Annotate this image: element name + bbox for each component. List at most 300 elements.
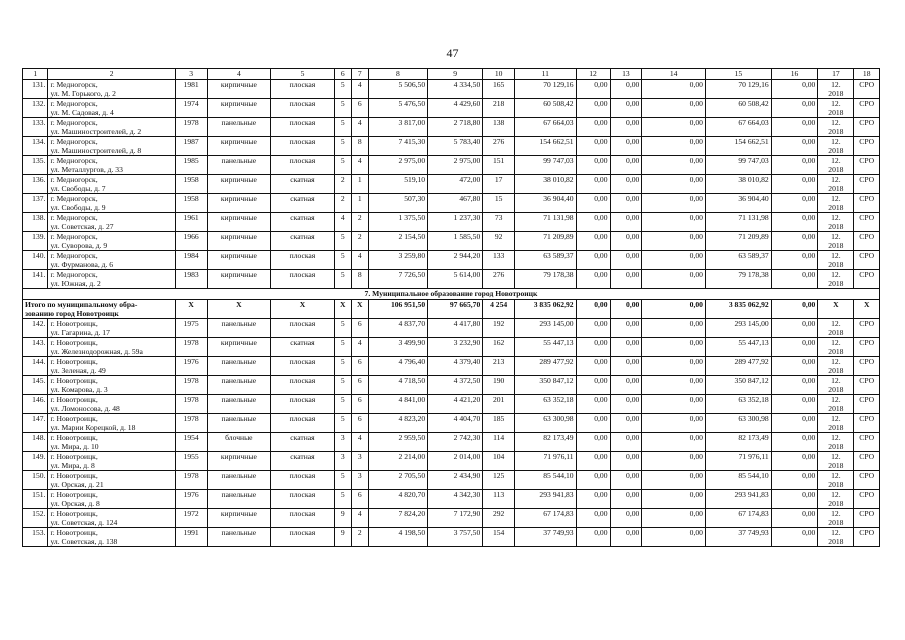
- total-cost: 67 174,83: [515, 509, 577, 528]
- wall-material: панельные: [207, 395, 271, 414]
- cost-col-13: 0,00: [610, 213, 642, 232]
- cost-col-16: 0,00: [771, 270, 818, 289]
- row-number: 141.: [23, 270, 48, 289]
- column-number: 13: [610, 69, 642, 80]
- year-built: 1978: [175, 118, 207, 137]
- cost-col-12: 0,00: [576, 338, 610, 357]
- floors: 5: [334, 395, 351, 414]
- table-row: [23, 213, 880, 232]
- column-number: 16: [771, 69, 818, 80]
- address-street: ул. М. Горького, д. 2: [50, 89, 116, 98]
- year-built: 1978: [175, 376, 207, 395]
- entrances: 4: [351, 433, 368, 452]
- completion-period: [818, 251, 854, 270]
- floors: 2: [334, 194, 351, 213]
- year-built: 1978: [175, 414, 207, 433]
- regional-fund-cost: 293 941,83: [705, 490, 771, 509]
- wall-material: панельные: [207, 118, 271, 137]
- residents: 133: [483, 251, 515, 270]
- roof-type: плоская: [271, 395, 335, 414]
- regional-fund-cost: 70 129,16: [705, 80, 771, 99]
- completion-year: 2018: [828, 146, 844, 155]
- address-street: ул. Суворова, д. 9: [50, 241, 108, 250]
- residents: 138: [483, 118, 515, 137]
- column-number: 11: [515, 69, 577, 80]
- address-street: ул. Металлургов, д. 33: [50, 165, 123, 174]
- residents: 92: [483, 232, 515, 251]
- floors: 5: [334, 471, 351, 490]
- living-area: 4 372,50: [428, 376, 483, 395]
- completion-month: 12.: [831, 414, 841, 423]
- fund-method: СРО: [854, 414, 880, 433]
- cost-col-16: 0,00: [771, 471, 818, 490]
- row-number: 139.: [23, 232, 48, 251]
- cost-col-16: 0,00: [771, 509, 818, 528]
- address-city: г. Медногорск,: [50, 232, 98, 241]
- completion-period: [818, 376, 854, 395]
- row-number: 144.: [23, 357, 48, 376]
- table-row: [23, 376, 880, 395]
- entrances: 4: [351, 509, 368, 528]
- fund-method: СРО: [854, 490, 880, 509]
- cost-col-12: 0,00: [576, 433, 610, 452]
- completion-period: [818, 137, 854, 156]
- regional-fund-cost: 38 010,82: [705, 175, 771, 194]
- cost-col-13: 0,00: [610, 156, 642, 175]
- fund-method: СРО: [854, 175, 880, 194]
- floors: 9: [334, 528, 351, 547]
- table-row: [23, 433, 880, 452]
- regional-fund-cost: 71 976,11: [705, 452, 771, 471]
- row-number: 149.: [23, 452, 48, 471]
- completion-year: 2018: [828, 461, 844, 470]
- address-city: г. Медногорск,: [50, 213, 98, 222]
- address-city: г. Новотроицк,: [50, 338, 98, 347]
- year-built: 1978: [175, 471, 207, 490]
- column-number: 17: [818, 69, 854, 80]
- fund-method: СРО: [854, 99, 880, 118]
- living-area: 3 232,90: [428, 338, 483, 357]
- table-row: [23, 528, 880, 547]
- entrances: 1: [351, 194, 368, 213]
- regional-fund-cost: 79 178,38: [705, 270, 771, 289]
- cost-col-13: 0,00: [610, 452, 642, 471]
- entrances: 6: [351, 376, 368, 395]
- floors: 5: [334, 80, 351, 99]
- living-area: 2 718,80: [428, 118, 483, 137]
- total-cost: 293 145,00: [515, 319, 577, 338]
- total-area: 2 214,00: [368, 452, 427, 471]
- total-label: [23, 300, 176, 319]
- fund-method: СРО: [854, 528, 880, 547]
- entrances: 4: [351, 251, 368, 270]
- total-area: 7 824,20: [368, 509, 427, 528]
- total-area: 2 154,50: [368, 232, 427, 251]
- total-area: 7 726,50: [368, 270, 427, 289]
- year-built: 1978: [175, 395, 207, 414]
- cost-col-12: 0,00: [576, 156, 610, 175]
- living-area: 4 417,80: [428, 319, 483, 338]
- table-row: [23, 395, 880, 414]
- roof-type: плоская: [271, 357, 335, 376]
- address-cell: [48, 232, 175, 251]
- cost-col-13: 0,00: [610, 80, 642, 99]
- cost-col-13: 0,00: [610, 471, 642, 490]
- address-street: ул. Советская, д. 138: [50, 537, 118, 546]
- cost-col-16: 0,00: [771, 433, 818, 452]
- entrances: 4: [351, 156, 368, 175]
- regional-fund-cost: 289 477,92: [705, 357, 771, 376]
- completion-period: [818, 118, 854, 137]
- address-street: ул. Машиностроителей, д. 2: [50, 127, 142, 136]
- fund-method: СРО: [854, 376, 880, 395]
- cost-col-14: 0,00: [642, 137, 706, 156]
- row-number: 146.: [23, 395, 48, 414]
- address-city: г. Медногорск,: [50, 270, 98, 279]
- table-row: [23, 175, 880, 194]
- total-area: 4 718,50: [368, 376, 427, 395]
- roof-type: скатная: [271, 232, 335, 251]
- cost-col-14: 0,00: [642, 357, 706, 376]
- address-city: г. Новотроицк,: [50, 528, 98, 537]
- address-street: ул. Зеленая, д. 49: [50, 366, 106, 375]
- wall-material: кирпичные: [207, 99, 271, 118]
- completion-year: 2018: [828, 385, 844, 394]
- completion-month: 12.: [831, 137, 841, 146]
- total-cost: 71 976,11: [515, 452, 577, 471]
- year-built: 1981: [175, 80, 207, 99]
- total-cell: Х: [351, 300, 368, 319]
- total-area: 4 796,40: [368, 357, 427, 376]
- address-city: г. Новотроицк,: [50, 395, 98, 404]
- entrances: 3: [351, 452, 368, 471]
- fund-method: СРО: [854, 338, 880, 357]
- cost-col-14: 0,00: [642, 376, 706, 395]
- regional-fund-cost: 82 173,49: [705, 433, 771, 452]
- cost-col-12: 0,00: [576, 137, 610, 156]
- regional-fund-cost: 350 847,12: [705, 376, 771, 395]
- row-number: 138.: [23, 213, 48, 232]
- total-area: 4 820,70: [368, 490, 427, 509]
- fund-method: СРО: [854, 509, 880, 528]
- cost-col-14: 0,00: [642, 395, 706, 414]
- wall-material: кирпичные: [207, 80, 271, 99]
- cost-col-13: 0,00: [610, 137, 642, 156]
- completion-year: 2018: [828, 127, 844, 136]
- completion-period: [818, 80, 854, 99]
- cost-col-14: 0,00: [642, 194, 706, 213]
- column-number: 4: [207, 69, 271, 80]
- living-area: 467,80: [428, 194, 483, 213]
- residents: 151: [483, 156, 515, 175]
- address-street: ул. Орская, д. 8: [50, 499, 100, 508]
- living-area: 1 237,30: [428, 213, 483, 232]
- floors: 5: [334, 156, 351, 175]
- total-cost: 38 010,82: [515, 175, 577, 194]
- roof-type: плоская: [271, 471, 335, 490]
- residents: 114: [483, 433, 515, 452]
- residents: 276: [483, 270, 515, 289]
- regional-fund-cost: 99 747,03: [705, 156, 771, 175]
- cost-col-16: 0,00: [771, 414, 818, 433]
- completion-year: 2018: [828, 89, 844, 98]
- fund-method: СРО: [854, 232, 880, 251]
- address-street: ул. Мира, д. 8: [50, 461, 95, 470]
- floors: 5: [334, 118, 351, 137]
- fund-method: СРО: [854, 357, 880, 376]
- living-area: 4 379,40: [428, 357, 483, 376]
- total-cost: 36 904,40: [515, 194, 577, 213]
- cost-col-14: 0,00: [642, 433, 706, 452]
- completion-month: 12.: [831, 251, 841, 260]
- address-street: ул. Свободы, д. 9: [50, 203, 106, 212]
- column-number: 2: [48, 69, 175, 80]
- cost-col-14: 0,00: [642, 232, 706, 251]
- completion-year: 2018: [828, 347, 844, 356]
- regional-fund-cost: 67 174,83: [705, 509, 771, 528]
- completion-month: 12.: [831, 175, 841, 184]
- wall-material: панельные: [207, 490, 271, 509]
- cost-col-14: 0,00: [642, 118, 706, 137]
- cost-col-14: 0,00: [642, 319, 706, 338]
- total-area: 4 837,70: [368, 319, 427, 338]
- entrances: 1: [351, 175, 368, 194]
- table-row: [23, 270, 880, 289]
- total-area: 7 415,30: [368, 137, 427, 156]
- completion-month: 12.: [831, 194, 841, 203]
- address-cell: [48, 213, 175, 232]
- completion-month: 12.: [831, 471, 841, 480]
- completion-month: 12.: [831, 528, 841, 537]
- regional-fund-cost: 63 352,18: [705, 395, 771, 414]
- address-street: ул. Ломоносова, д. 48: [50, 404, 120, 413]
- column-number: 5: [271, 69, 335, 80]
- completion-month: 12.: [831, 319, 841, 328]
- municipality-total-row: [23, 300, 880, 319]
- living-area: 4 421,20: [428, 395, 483, 414]
- year-built: 1985: [175, 156, 207, 175]
- total-cell: 0,00: [642, 300, 706, 319]
- entrances: 2: [351, 213, 368, 232]
- completion-month: 12.: [831, 80, 841, 89]
- fund-method: СРО: [854, 251, 880, 270]
- cost-col-12: 0,00: [576, 251, 610, 270]
- table-row: [23, 194, 880, 213]
- fund-method: СРО: [854, 156, 880, 175]
- row-number: 140.: [23, 251, 48, 270]
- total-cost: 289 477,92: [515, 357, 577, 376]
- cost-col-13: 0,00: [610, 175, 642, 194]
- total-cell: Х: [818, 300, 854, 319]
- cost-col-16: 0,00: [771, 251, 818, 270]
- cost-col-12: 0,00: [576, 99, 610, 118]
- address-city: г. Новотроицк,: [50, 433, 98, 442]
- roof-type: плоская: [271, 490, 335, 509]
- address-city: г. Новотроицк,: [50, 357, 98, 366]
- address-city: г. Медногорск,: [50, 175, 98, 184]
- address-street: ул. М. Садовая, д. 4: [50, 108, 114, 117]
- cost-col-12: 0,00: [576, 270, 610, 289]
- regional-fund-cost: 154 662,51: [705, 137, 771, 156]
- table-row: [23, 319, 880, 338]
- cost-col-16: 0,00: [771, 490, 818, 509]
- total-cell: Х: [271, 300, 335, 319]
- cost-col-16: 0,00: [771, 118, 818, 137]
- residents: 218: [483, 99, 515, 118]
- floors: 5: [334, 232, 351, 251]
- cost-col-13: 0,00: [610, 194, 642, 213]
- regional-fund-cost: 85 544,10: [705, 471, 771, 490]
- table-row: [23, 338, 880, 357]
- cost-col-13: 0,00: [610, 319, 642, 338]
- total-area: 5 506,50: [368, 80, 427, 99]
- address-cell: [48, 156, 175, 175]
- fund-method: СРО: [854, 471, 880, 490]
- total-cell: 0,00: [576, 300, 610, 319]
- address-street: ул. Железнодорожная, д. 59а: [50, 347, 143, 356]
- entrances: 4: [351, 118, 368, 137]
- total-cell: Х: [175, 300, 207, 319]
- living-area: 3 757,50: [428, 528, 483, 547]
- completion-period: [818, 471, 854, 490]
- completion-period: [818, 232, 854, 251]
- completion-period: [818, 509, 854, 528]
- regional-fund-cost: 293 145,00: [705, 319, 771, 338]
- completion-period: [818, 175, 854, 194]
- cost-col-12: 0,00: [576, 194, 610, 213]
- cost-col-16: 0,00: [771, 156, 818, 175]
- housing-register-table: [22, 68, 880, 547]
- cost-col-13: 0,00: [610, 376, 642, 395]
- living-area: 4 334,50: [428, 80, 483, 99]
- regional-fund-cost: 37 749,93: [705, 528, 771, 547]
- address-cell: [48, 471, 175, 490]
- wall-material: кирпичные: [207, 194, 271, 213]
- address-cell: [48, 490, 175, 509]
- fund-method: СРО: [854, 319, 880, 338]
- address-city: г. Медногорск,: [50, 137, 98, 146]
- living-area: 5 783,40: [428, 137, 483, 156]
- residents: 162: [483, 338, 515, 357]
- address-street: ул. Орская, д. 21: [50, 480, 104, 489]
- address-city: г. Медногорск,: [50, 194, 98, 203]
- total-cost: 85 544,10: [515, 471, 577, 490]
- total-cost: 37 749,93: [515, 528, 577, 547]
- address-cell: [48, 137, 175, 156]
- cost-col-13: 0,00: [610, 528, 642, 547]
- address-cell: [48, 270, 175, 289]
- entrances: 2: [351, 232, 368, 251]
- completion-period: [818, 528, 854, 547]
- residents: 192: [483, 319, 515, 338]
- residents: 190: [483, 376, 515, 395]
- cost-col-12: 0,00: [576, 357, 610, 376]
- address-city: г. Медногорск,: [50, 118, 98, 127]
- row-number: 148.: [23, 433, 48, 452]
- year-built: 1966: [175, 232, 207, 251]
- year-built: 1976: [175, 490, 207, 509]
- floors: 5: [334, 490, 351, 509]
- year-built: 1978: [175, 338, 207, 357]
- address-cell: [48, 118, 175, 137]
- total-label-line-2: зованию город Новотроицк: [25, 309, 119, 318]
- completion-year: 2018: [828, 499, 844, 508]
- entrances: 6: [351, 395, 368, 414]
- address-city: г. Новотроицк,: [50, 376, 98, 385]
- address-street: ул. Марии Корецкой, д. 18: [50, 423, 136, 432]
- address-cell: [48, 376, 175, 395]
- address-city: г. Медногорск,: [50, 99, 98, 108]
- table-row: [23, 80, 880, 99]
- floors: 2: [334, 175, 351, 194]
- total-area: 4 841,00: [368, 395, 427, 414]
- cost-col-13: 0,00: [610, 99, 642, 118]
- completion-month: 12.: [831, 376, 841, 385]
- fund-method: СРО: [854, 395, 880, 414]
- entrances: 6: [351, 414, 368, 433]
- cost-col-16: 0,00: [771, 452, 818, 471]
- cost-col-14: 0,00: [642, 213, 706, 232]
- completion-month: 12.: [831, 99, 841, 108]
- total-cost: 70 129,16: [515, 80, 577, 99]
- total-area: 5 476,50: [368, 99, 427, 118]
- cost-col-13: 0,00: [610, 490, 642, 509]
- completion-period: [818, 414, 854, 433]
- table-row: [23, 414, 880, 433]
- address-cell: [48, 395, 175, 414]
- floors: 5: [334, 270, 351, 289]
- fund-method: СРО: [854, 452, 880, 471]
- living-area: 1 585,50: [428, 232, 483, 251]
- cost-col-13: 0,00: [610, 357, 642, 376]
- row-number: 151.: [23, 490, 48, 509]
- column-number: 3: [175, 69, 207, 80]
- cost-col-14: 0,00: [642, 490, 706, 509]
- regional-fund-cost: 63 589,37: [705, 251, 771, 270]
- completion-month: 12.: [831, 213, 841, 222]
- completion-year: 2018: [828, 165, 844, 174]
- table-row: [23, 99, 880, 118]
- total-cell: 4 254: [483, 300, 515, 319]
- address-cell: [48, 433, 175, 452]
- completion-period: [818, 319, 854, 338]
- completion-month: 12.: [831, 338, 841, 347]
- row-number: 135.: [23, 156, 48, 175]
- address-cell: [48, 99, 175, 118]
- total-cost: 350 847,12: [515, 376, 577, 395]
- address-street: ул. Южная, д. 2: [50, 279, 101, 288]
- row-number: 150.: [23, 471, 48, 490]
- total-label-line-1: Итого по муниципальному обра-: [25, 300, 138, 309]
- total-area: 1 375,50: [368, 213, 427, 232]
- wall-material: блочные: [207, 433, 271, 452]
- residents: 292: [483, 509, 515, 528]
- cost-col-12: 0,00: [576, 80, 610, 99]
- cost-col-14: 0,00: [642, 156, 706, 175]
- table-row: [23, 490, 880, 509]
- roof-type: скатная: [271, 338, 335, 357]
- cost-col-14: 0,00: [642, 528, 706, 547]
- regional-fund-cost: 55 447,13: [705, 338, 771, 357]
- column-number: 12: [576, 69, 610, 80]
- row-number: 153.: [23, 528, 48, 547]
- year-built: 1972: [175, 509, 207, 528]
- completion-year: 2018: [828, 480, 844, 489]
- roof-type: скатная: [271, 433, 335, 452]
- cost-col-14: 0,00: [642, 251, 706, 270]
- living-area: 5 614,00: [428, 270, 483, 289]
- completion-period: [818, 357, 854, 376]
